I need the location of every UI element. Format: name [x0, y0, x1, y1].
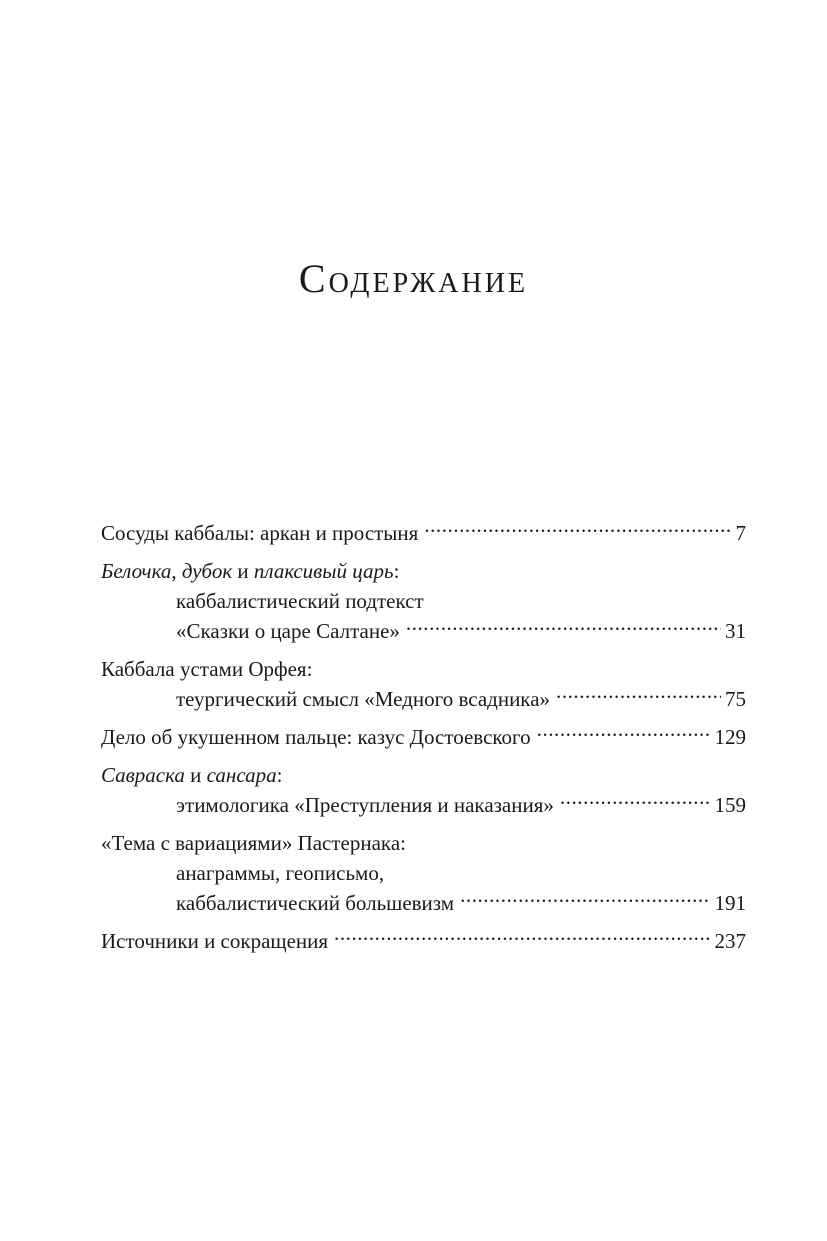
title-italic-part: Белочка — [101, 559, 172, 583]
toc-line — [101, 828, 746, 858]
title-part: и — [232, 559, 254, 583]
dot-leader — [560, 791, 711, 812]
table-of-contents — [101, 518, 746, 964]
dot-leader — [406, 617, 721, 638]
toc-entry-title: «Тема с вариациями» Пастернака: — [101, 831, 406, 855]
toc-entry-title: Источники и сокращения — [101, 929, 329, 953]
toc-entry-title: Дело об укушенном пальце: казус Достоевского — [101, 725, 531, 749]
toc-subtitle-line[interactable] — [101, 616, 746, 646]
toc-entry — [101, 926, 746, 956]
page-title: Содержание — [298, 256, 529, 301]
toc-page-number: 191 — [714, 891, 746, 915]
toc-entry — [101, 760, 746, 820]
toc-subtitle-line — [101, 858, 746, 888]
toc-page-number: 159 — [714, 793, 746, 817]
dot-leader — [537, 723, 711, 744]
toc-line — [101, 556, 746, 586]
title-part: и — [184, 763, 207, 787]
title-part: : — [393, 559, 400, 583]
toc-entry-title — [101, 556, 399, 586]
toc-line — [101, 760, 746, 790]
toc-page-number: 237 — [714, 929, 746, 953]
title-italic-part: Савраска — [101, 763, 185, 787]
toc-page-number: 7 — [735, 521, 746, 545]
toc-entry-subtitle: анаграммы, геописьмо, — [176, 861, 385, 885]
toc-subtitle-line — [101, 586, 746, 616]
toc-page-number: 31 — [725, 619, 746, 643]
title-italic-part: плаксивый царь — [253, 559, 394, 583]
toc-subtitle-line[interactable] — [101, 888, 746, 918]
toc-entry-subtitle: «Сказки о царе Салтане» — [176, 619, 400, 643]
toc-entry-subtitle: каббалистический большевизм — [176, 891, 455, 915]
toc-entry — [101, 828, 746, 918]
dot-leader — [556, 685, 721, 706]
toc-entry-title — [101, 760, 282, 790]
toc-entry-subtitle: этимологика «Преступления и наказания» — [176, 793, 554, 817]
title-italic-part: сансара — [206, 763, 277, 787]
title-part: : — [276, 763, 283, 787]
toc-line — [101, 654, 746, 684]
toc-page-number: 75 — [725, 687, 746, 711]
toc-entry — [101, 654, 746, 714]
dot-leader — [424, 519, 731, 540]
dot-leader — [460, 889, 710, 910]
toc-line[interactable] — [101, 518, 746, 548]
toc-entry-subtitle: теургический смысл «Медного всадника» — [176, 687, 551, 711]
toc-line[interactable] — [101, 722, 746, 752]
dot-leader — [334, 927, 710, 948]
toc-entry-title: Сосуды каббалы: аркан и простыня — [101, 521, 419, 545]
toc-entry — [101, 518, 746, 548]
toc-entry — [101, 556, 746, 646]
toc-line[interactable] — [101, 926, 746, 956]
title-part: , — [171, 559, 182, 583]
toc-subtitle-line[interactable] — [101, 684, 746, 714]
title-italic-part: дубок — [181, 559, 233, 583]
toc-entry — [101, 722, 746, 752]
toc-entry-subtitle: каббалистический подтекст — [176, 589, 424, 613]
toc-subtitle-line[interactable] — [101, 790, 746, 820]
toc-entry-title: Каббала устами Орфея: — [101, 657, 313, 681]
toc-page-number: 129 — [714, 725, 746, 749]
